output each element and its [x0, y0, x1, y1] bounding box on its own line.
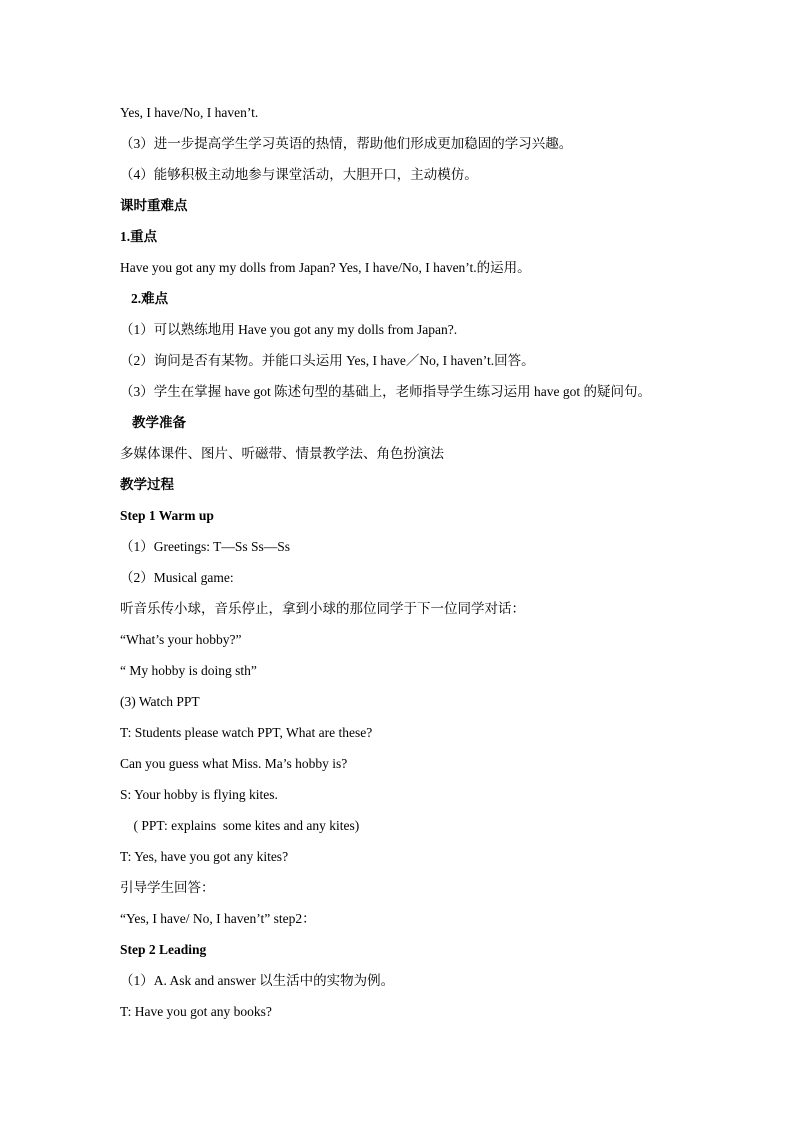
text-line: 引导学生回答： — [120, 880, 215, 895]
text-line: Have you got any my dolls from Japan? Yes, I have/No, I haven’t.的运用。 — [120, 260, 531, 275]
text-line: “What’s your hobby?” — [120, 632, 242, 647]
text-line: (3) Watch PPT — [120, 694, 200, 709]
text-line: S: Your hobby is flying kites. — [120, 787, 278, 802]
section-heading: 教学过程 — [120, 477, 174, 492]
subsection-heading: 2.难点 — [131, 291, 169, 306]
text-line: （2）询问是否有某物。并能口头运用 Yes, I have／No, I haven’t.回答。 — [120, 353, 535, 368]
step-heading: Step 1 Warm up — [120, 508, 214, 523]
text-line: “ My hobby is doing sth” — [120, 663, 257, 678]
text-line: T: Have you got any books? — [120, 1004, 272, 1019]
text-line: T: Students please watch PPT, What are these? — [120, 725, 373, 740]
text-line: Yes, I have/No, I haven’t. — [120, 105, 259, 120]
text-line: 听音乐传小球，音乐停止，拿到小球的那位同学于下一位同学对话： — [120, 601, 525, 616]
text-line: Can you guess what Miss. Ma’s hobby is? — [120, 756, 348, 771]
section-heading: 课时重难点 — [120, 198, 188, 213]
text-line: 多媒体课件、图片、听磁带、情景教学法、角色扮演法 — [120, 446, 444, 461]
text-line: T: Yes, have you got any kites? — [120, 849, 289, 864]
text-line: （2）Musical game: — [120, 570, 234, 585]
text-line: （1）Greetings: T—Ss Ss—Ss — [120, 539, 291, 554]
text-line: （1）可以熟练地用 Have you got any my dolls from Japan?. — [120, 322, 458, 337]
text-line: （4）能够积极主动地参与课堂活动，大胆开口，主动模仿。 — [120, 167, 478, 182]
text-line: （1）A. Ask and answer 以生活中的实物为例。 — [120, 973, 395, 988]
text-line: （3）学生在掌握 have got 陈述句型的基础上，老师指导学生练习运用 have got 的疑问句。 — [120, 384, 651, 399]
text-line: “Yes, I have/ No, I haven’t” step2： — [120, 911, 316, 926]
text-line: （3）进一步提高学生学习英语的热情，帮助他们形成更加稳固的学习兴趣。 — [120, 136, 573, 151]
section-heading: 教学准备 — [132, 415, 186, 430]
step-heading: Step 2 Leading — [120, 942, 207, 957]
text-line: ( PPT: explains some kites and any kites) — [120, 818, 360, 833]
subsection-heading: 1.重点 — [120, 229, 158, 244]
